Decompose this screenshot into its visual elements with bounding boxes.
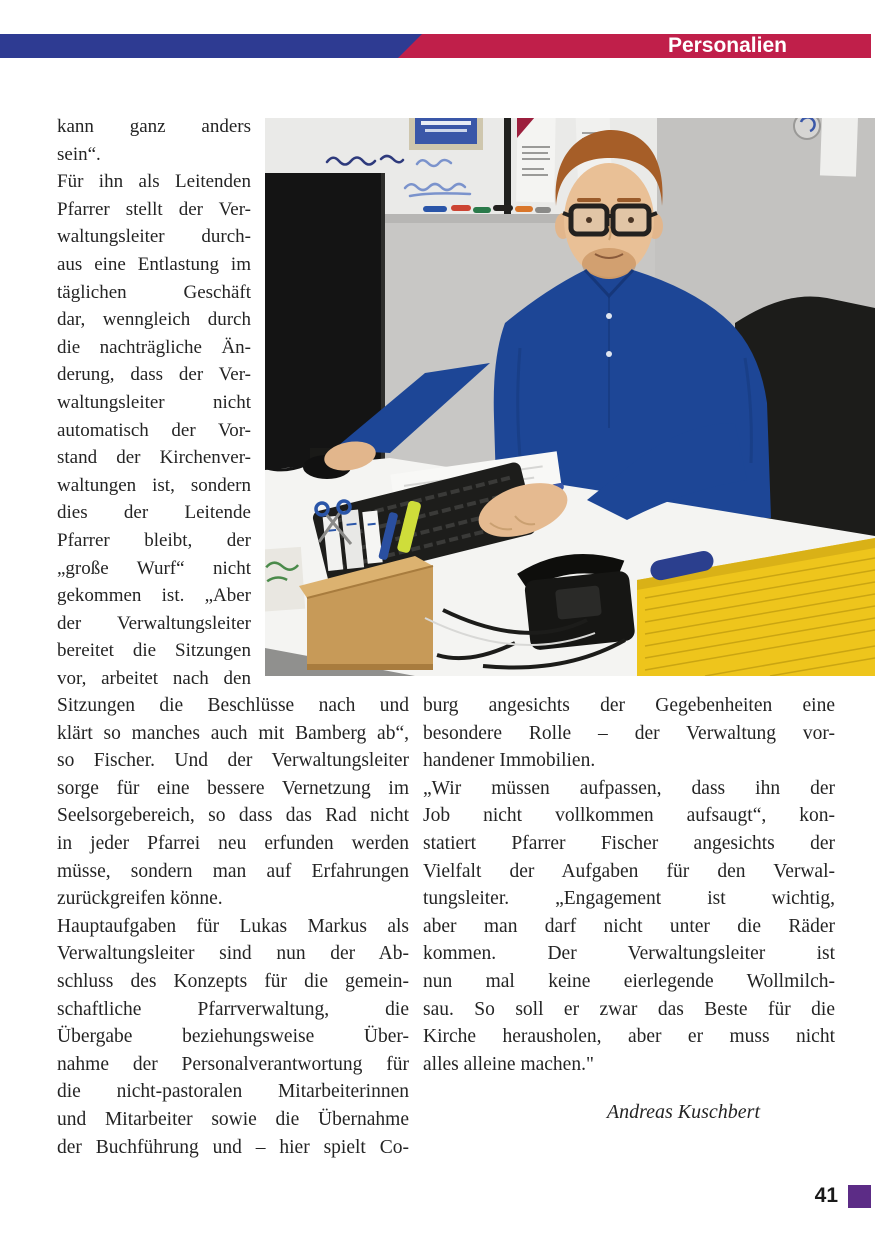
- page-number: 41: [814, 1184, 838, 1207]
- text-line: der Verwaltungsleiter: [57, 612, 251, 634]
- text-line: besondere Rolle – der Verwaltung vor-: [423, 722, 835, 744]
- footer-accent-square: [848, 1185, 871, 1208]
- text-line: und Mitarbeiter sowie die Übernahme: [57, 1108, 409, 1130]
- text-line: zurückgreifen könne.: [57, 888, 223, 910]
- header-bar: [0, 34, 871, 58]
- article-photo: [265, 118, 875, 676]
- text-line: die nicht-pastoralen Mitarbeiterinnen: [57, 1081, 409, 1103]
- text-line: Pfarrer stellt der Ver-: [57, 198, 251, 220]
- text-line: Vielfalt der Aufgaben für den Verwal-: [423, 860, 835, 882]
- text-line: sorge für eine bessere Vernetzung im: [57, 777, 409, 799]
- header-title: Personalien: [667, 34, 787, 57]
- text-line: kommen. Der Verwaltungsleiter ist: [423, 943, 835, 965]
- column-narrow: [57, 113, 251, 692]
- text-line: burg angesichts der Gegebenheiten eine: [423, 695, 835, 716]
- pinned-paper: [516, 118, 556, 202]
- text-line: Kirche herausholen, aber er muss nicht: [423, 1026, 835, 1048]
- text-line: Hauptaufgaben für Lukas Markus als: [57, 915, 409, 937]
- text-line: aus eine Entlastung im: [57, 253, 251, 275]
- wall-logo: [794, 118, 820, 139]
- text-line: Seelsorgebereich, so dass das Rad nicht: [57, 805, 409, 827]
- text-line: Übergabe beziehungsweise Über-: [57, 1026, 409, 1048]
- text-line: sein“.: [57, 143, 101, 165]
- text-line: nun mal keine eierlegende Wollmilch-: [423, 970, 835, 992]
- text-line: kann ganz anders: [57, 116, 251, 137]
- text-line: so Fischer. Und der Verwaltungsleiter: [57, 750, 409, 772]
- text-line: die nachträgliche Än-: [57, 336, 251, 358]
- text-line: waltungsleiter nicht: [57, 391, 251, 413]
- text-line: Für ihn als Leitenden: [57, 171, 251, 193]
- greeting-card: [265, 547, 305, 612]
- text-line: waltungen ist, sondern: [57, 474, 251, 496]
- text-line: stand der Kirchenver-: [57, 447, 251, 469]
- text-line: in jeder Pfarrei neu erfunden werden: [57, 832, 409, 854]
- text-line: klärt so manches auch mit Bamberg ab“,: [57, 722, 409, 744]
- text-line: müsse, sondern man auf Erfahrungen: [57, 860, 409, 882]
- text-line: Job nicht vollkommen aufsaugt“, kon-: [423, 805, 835, 827]
- text-line: dies der Leitende: [57, 502, 251, 524]
- text-line: statiert Pfarrer Fischer angesichts der: [423, 832, 835, 854]
- text-line: Sitzungen die Beschlüsse nach und: [57, 695, 409, 716]
- text-line: alles alleine machen.": [423, 1053, 594, 1075]
- text-line: aber man darf nicht unter die Räder: [423, 915, 835, 937]
- text-line: vor, arbeitet nach den: [57, 667, 251, 689]
- text-line: sau. So soll er zwar das Beste für die: [423, 998, 835, 1020]
- text-line: Pfarrer bleibt, der: [57, 529, 251, 551]
- column-right: [423, 692, 835, 1078]
- text-line: handener Immobilien.: [423, 750, 596, 772]
- footer: [815, 1184, 871, 1208]
- text-line: Verwaltungsleiter sind nun der Ab-: [57, 943, 409, 965]
- text-line: täglichen Geschäft: [57, 281, 251, 303]
- text-line: derung, dass der Ver-: [57, 364, 251, 386]
- text-line: tungsleiter. „Engagement ist wichtig,: [423, 888, 835, 910]
- text-line: „große Wurf“ nicht: [57, 557, 251, 579]
- text-line: waltungsleiter durch-: [57, 226, 251, 248]
- text-line: schaftliche Pfarrverwaltung, die: [57, 998, 409, 1020]
- text-line: schluss des Konzepts für die gemein-: [57, 970, 409, 992]
- wall-paper: [820, 118, 858, 177]
- text-line: gekommen ist. „Aber: [57, 585, 251, 607]
- text-line: „Wir müssen aufpassen, dass ihn der: [423, 777, 835, 799]
- header-blue-segment: [0, 34, 422, 58]
- text-line: automatisch der Vor-: [57, 419, 251, 441]
- text-line: bereitet die Sitzungen: [57, 640, 251, 662]
- text-line: dar, wenngleich durch: [57, 309, 251, 331]
- text-line: nahme der Personalverantwortung für: [57, 1053, 409, 1075]
- byline: Andreas Kuschbert: [606, 1101, 760, 1123]
- text-line: der Buchführung und – hier spielt Co-: [57, 1136, 409, 1158]
- column-left: [57, 692, 409, 1161]
